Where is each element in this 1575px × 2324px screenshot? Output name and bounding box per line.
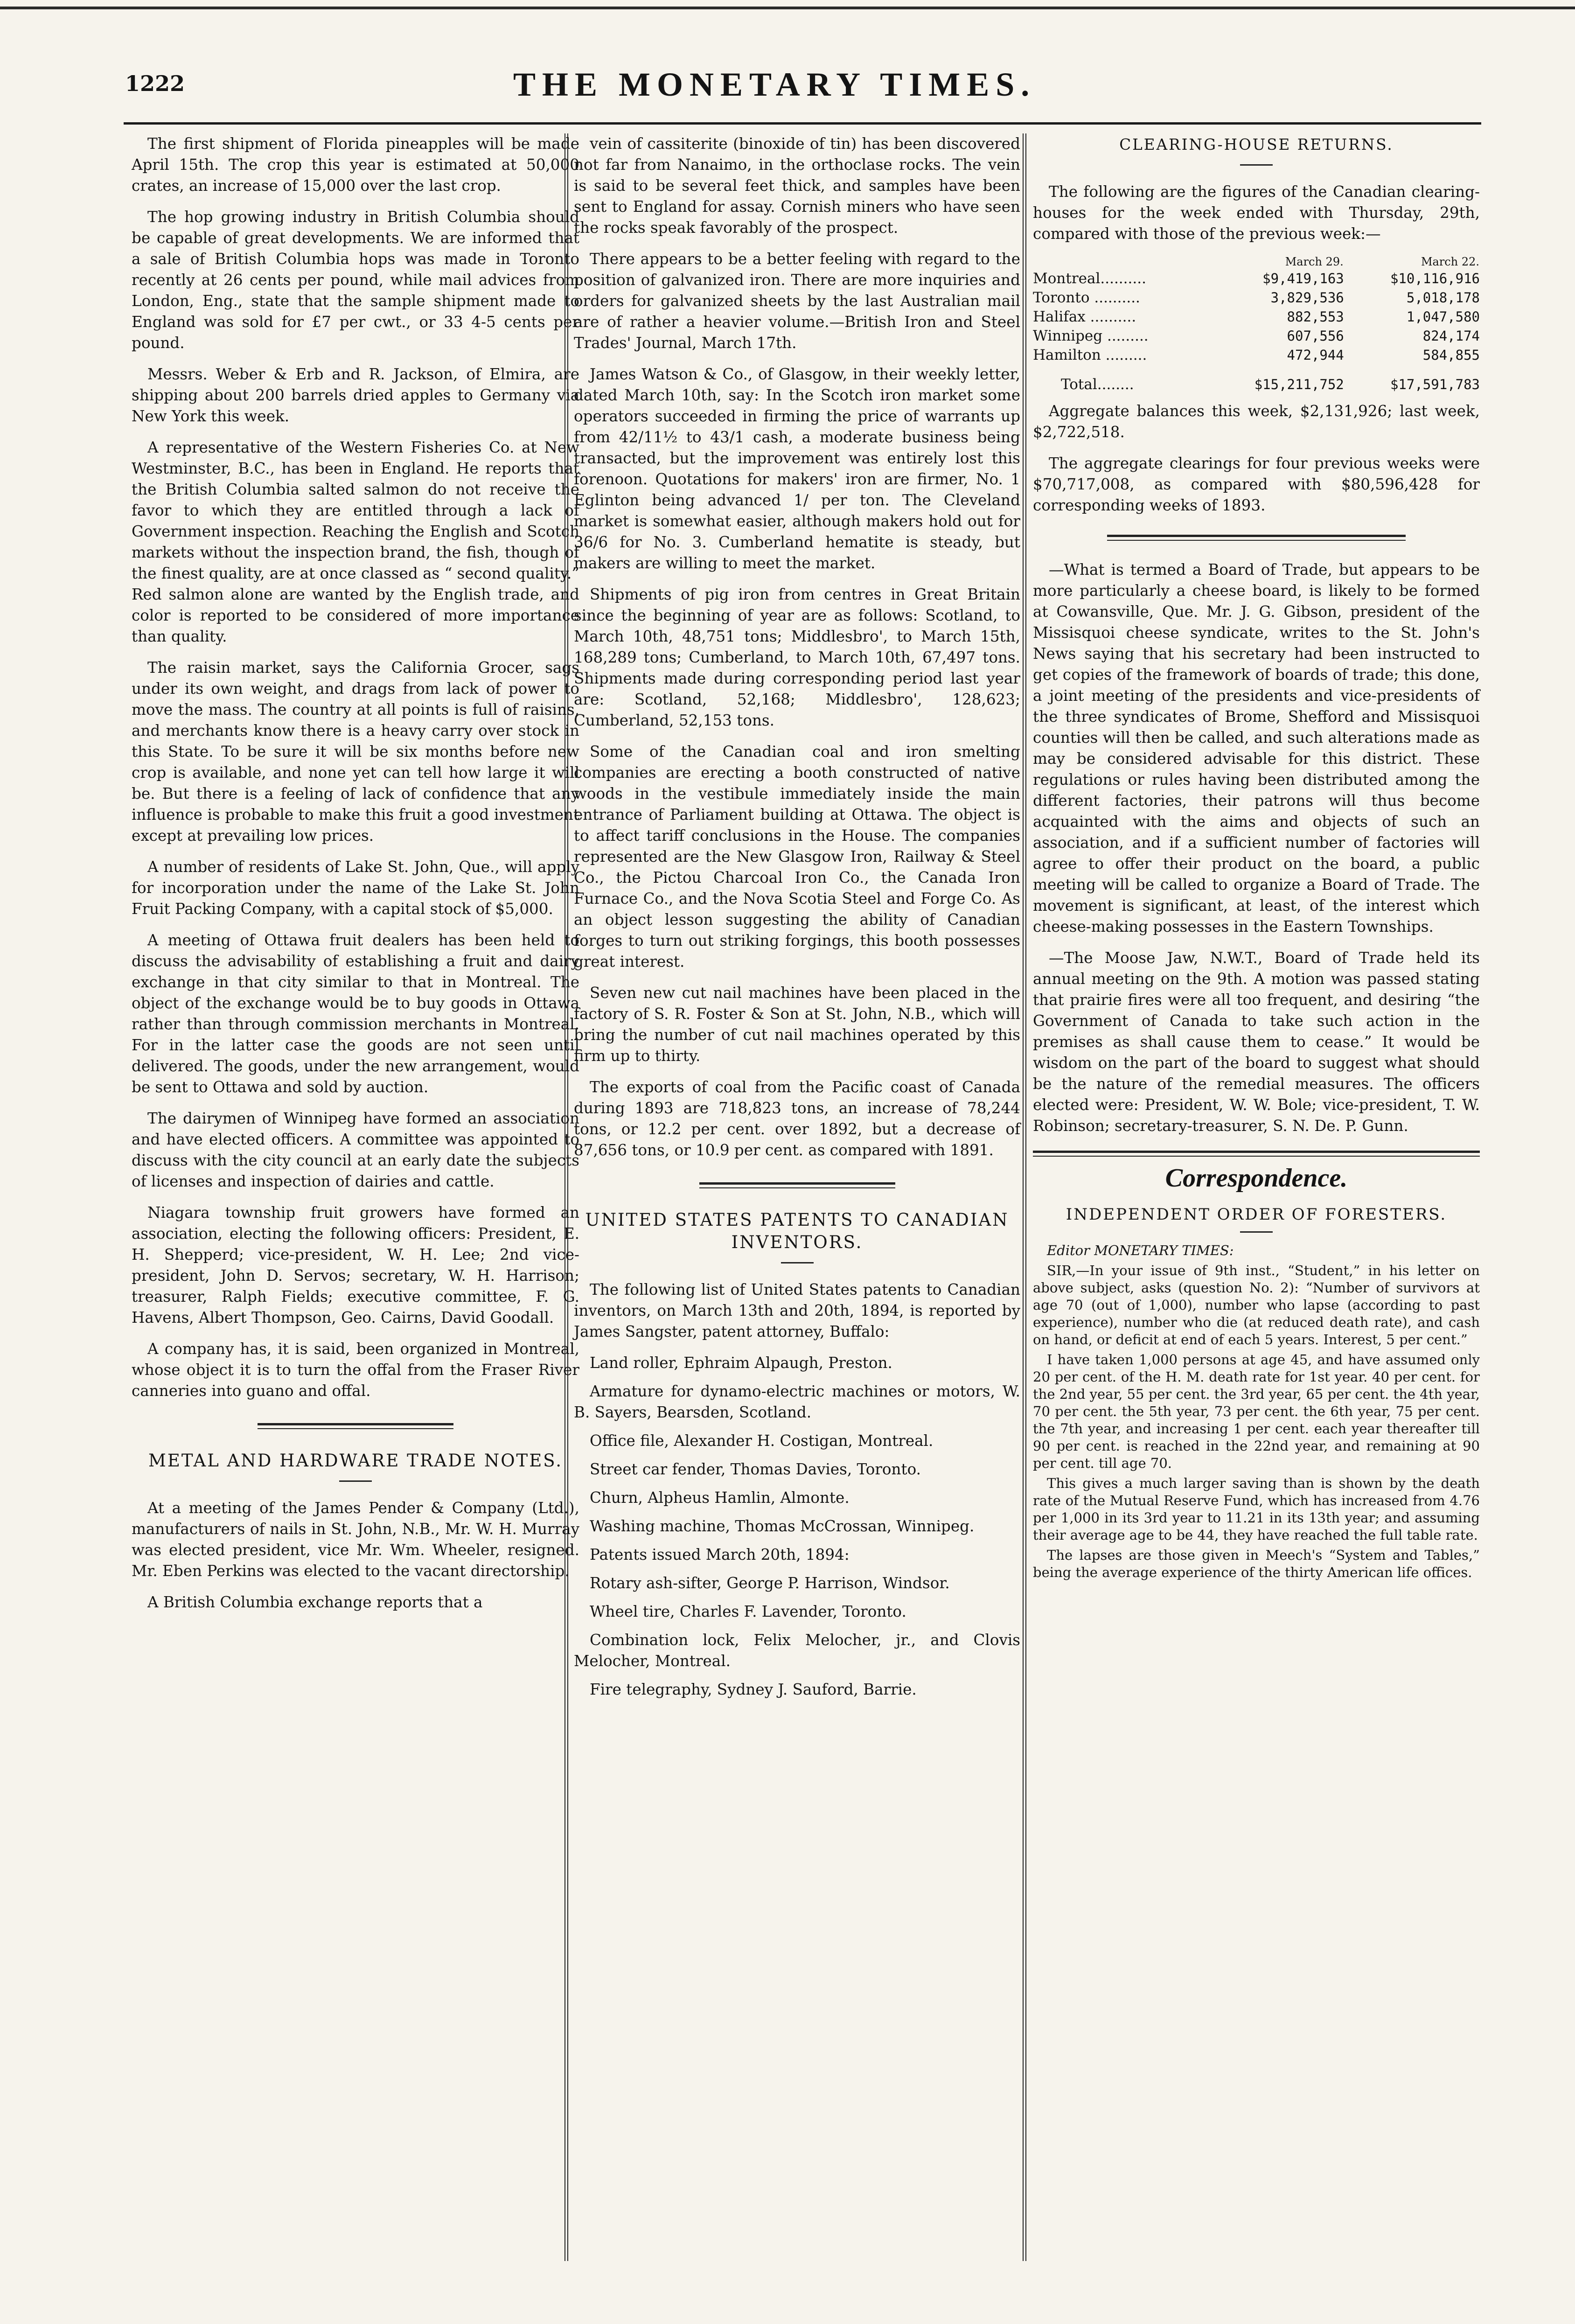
value-cell: $9,419,163 (1262, 271, 1344, 286)
patent-item: Rotary ash-sifter, George P. Harrison, Windsor. (590, 1574, 950, 1592)
table-total-row (1033, 365, 1480, 394)
patents-intro: The following list of United States patents to Canadian inventors, on March 13th and 20th, 1894, is reported by James Sangster, patent attorney, Buffalo: (574, 1281, 1020, 1340)
table-row (1033, 269, 1480, 288)
patent-item: Office file, Alexander H. Costigan, Montreal. (590, 1432, 934, 1450)
table-row (1033, 288, 1480, 307)
table-row (1033, 346, 1480, 365)
correspondence-heading: Correspondence. (1165, 1164, 1348, 1193)
patent-item: Churn, Alpheus Hamlin, Almonte. (590, 1489, 850, 1507)
heading-dash (1240, 1231, 1273, 1233)
heading-dash (1240, 164, 1273, 166)
masthead: THE MONETARY TIMES. (513, 66, 1036, 103)
value-cell: 607,556 (1287, 328, 1344, 344)
value-cell: 882,553 (1287, 309, 1344, 325)
value-cell: 5,018,178 (1406, 290, 1480, 306)
city-cell: Toronto .......... (1033, 289, 1140, 306)
section-double-rule (1107, 535, 1406, 541)
article-paragraph: A British Columbia exchange reports that a (147, 1593, 483, 1611)
patent-item: Patents issued March 20th, 1894: (590, 1546, 850, 1563)
heading-dash (339, 1480, 372, 1482)
value-cell: 3,829,536 (1270, 290, 1344, 306)
patent-item: Washing machine, Thomas McCrossan, Winnipeg. (590, 1517, 975, 1535)
article-paragraph: The exports of coal from the Pacific coast of Canada during 1893 are 718,823 tons, an increase of 78,244 tons, or 12.2 per cent. over 1892, but a decrease of 87,656 tons, or 10.9 per cent. as compared with 1891. (574, 1078, 1020, 1159)
page-number: 1222 (125, 71, 185, 96)
total-value: $15,211,752 (1254, 377, 1344, 392)
city-cell: Winnipeg ......... (1033, 328, 1149, 344)
value-cell: 824,174 (1422, 328, 1480, 344)
letter-paragraph: This gives a much larger saving than is shown by the death rate of the Mutual Reserve Fund, which has increased from 4.76 per 1,000 in its 3rd year to 11.21 in its 13th year; and assuming their average age to be 44, they have reached the full table rate. (1033, 1475, 1480, 1543)
article-paragraph: James Watson & Co., of Glasgow, in their weekly letter, dated March 10th, say: In the Scotch iron market some operators succeeded in firming the price of warrants up from 42/11½ to 43/1 cash, a moderate business being transacted, but the improvement was entirely lost this forenoon. Quotations for makers' iron are firmer, No. 1 Eglinton being advanced 1/ per ton. The Cleveland market is somewhat easier, although makers hold out for 36/6 for No. 3. Cumberland hematite is steady, but makers are willing to meet the market. (574, 365, 1020, 572)
section-double-rule (1033, 1151, 1480, 1157)
top-border-rule (0, 7, 1575, 9)
column-3 (1033, 133, 1480, 1584)
patent-item: Wheel tire, Charles F. Lavender, Toronto. (590, 1603, 906, 1620)
article-paragraph: A company has, it is said, been organized in Montreal, whose object it is to turn the offal from the Fraser River canneries into guano and offal. (132, 1340, 579, 1400)
letter-salutation: Editor MONETARY TIMES: (1047, 1242, 1234, 1258)
patent-item: Combination lock, Felix Melocher, jr., and Clovis Melocher, Montreal. (574, 1631, 1020, 1670)
value-cell: 584,855 (1422, 347, 1480, 363)
article-paragraph: A representative of the Western Fisheries Co. at New Westminster, B.C., has been in England. He reports that the British Columbia salted salmon do not receive the favor to which they are entitled through a lack of Government inspection. Reaching the English and Scotch markets without the inspection brand, the fish, though of the finest quality, are at once classed as “ second quality.” Red salmon alone are wanted by the English trade, and color is reported to be considered of more importance than quality. (132, 439, 579, 645)
city-cell: Halifax .......... (1033, 308, 1136, 325)
article-paragraph: —The Moose Jaw, N.W.T., Board of Trade held its annual meeting on the 9th. A motion was passed stating that prairie fires were all too frequent, and desiring “the Government of Canada to take such action in the premises as shall cause them to cease.” It would be wisdom on the part of the board to suggest what should be the nature of the remedial measures. The officers elected were: President, W. W. Bole; vice-president, T. W. Robinson; secretary-treasurer, S. N. De. P. Gunn. (1033, 949, 1480, 1135)
clearing-intro: The following are the figures of the Canadian clearing-houses for the week ended with Thursday, 29th, compared with those of the previous week:— (1033, 183, 1480, 243)
letter-paragraph: The lapses are those given in Meech's “System and Tables,” being the average experience of the thirty American life offices. (1033, 1547, 1480, 1580)
column-1 (132, 133, 579, 1623)
article-paragraph: At a meeting of the James Pender & Company (Ltd.), manufacturers of nails in St. John, N.B., Mr. W. H. Murray was elected president, vice Mr. Wm. Wheeler, resigned. Mr. Eben Perkins was elected to the vacant directorship. (132, 1499, 579, 1580)
section-heading-metal-hardware: METAL AND HARDWARE TRADE NOTES. (148, 1451, 563, 1471)
article-paragraph: —What is termed a Board of Trade, but appears to be more particularly a cheese board, is likely to be formed at Cowansville, Que. Mr. J. G. Gibson, president of the Missisquoi cheese syndicate, writes to the St. John's News saying that his secretary had been instructed to get copies of the framework of boards of trade; this done, a joint meeting of the presidents and vice-presidents of the three syndicates of Brome, Shefford and Missisquoi counties will then be called, and such alterations made as may be considered advisable for this district. These regulations or rules having been distributed among the different factories, their patrons will thus become acquainted with the aims and objects of such an association, and if a sufficient number of factories will agree to offer their product on the board, a public meeting will be called to organize a Board of Trade. The movement is significant, at least, of the interest which cheese-making possesses in the Eastern Townships. (1033, 561, 1480, 935)
table-header-row (1033, 255, 1480, 269)
total-value: $17,591,783 (1390, 377, 1480, 392)
letter-block (1033, 1242, 1480, 1581)
table-row (1033, 327, 1480, 346)
patent-item: Street car fender, Thomas Davies, Toronto. (590, 1460, 921, 1478)
table-column-header: March 29. (1285, 255, 1344, 268)
section-heading-iof: INDEPENDENT ORDER OF FORESTERS. (1066, 1205, 1447, 1224)
column-separator-2 (1023, 133, 1026, 2261)
article-paragraph: Shipments of pig iron from centres in Great Britain since the beginning of year are as follows: Scotland, to March 10th, 48,751 tons; Middlesbro', to March 15th, 168,289 tons; Cumberland, to March 10th, 67,497 tons. Shipments made during corresponding period last year are: Scotland, 52,168; Middlesbro', 128,623; Cumberland, 52,153 tons. (574, 586, 1020, 729)
article-paragraph: The hop growing industry in British Columbia should be capable of great developments. We are informed that a sale of British Columbia hops was made in Toronto recently at 26 cents per pound, while mail advices from London, Eng., state that the sample shipment made to England was sold for £7 per cwt., or 33 4-5 cents per pound. (132, 208, 579, 352)
heading-dash (781, 1262, 814, 1263)
value-cell: 1,047,580 (1406, 309, 1480, 325)
clearing-house-table (1033, 255, 1480, 394)
section-heading-clearing-house: CLEARING-HOUSE RETURNS. (1119, 136, 1394, 154)
city-cell: Montreal.......... (1033, 270, 1146, 287)
article-paragraph: vein of cassiterite (binoxide of tin) has been discovered not far from Nanaimo, in the orthoclase rocks. The vein is said to be several feet thick, and samples have been sent to England for assay. Cornish miners who have seen the rocks speak favorably of the prospect. (574, 135, 1020, 237)
city-cell: Hamilton ......... (1033, 347, 1147, 363)
table-column-header: March 22. (1421, 255, 1479, 268)
article-paragraph: A number of residents of Lake St. John, Que., will apply for incorporation under the name of the Lake St. John Fruit Packing Company, with a capital stock of $5,000. (132, 858, 579, 918)
section-double-rule (699, 1182, 895, 1188)
masthead-rule (124, 122, 1481, 125)
article-paragraph: Messrs. Weber & Erb and R. Jackson, of Elmira, are shipping about 200 barrels dried apples to Germany via New York this week. (132, 365, 579, 425)
article-paragraph: Seven new cut nail machines have been placed in the factory of S. R. Foster & Son at St. John, N.B., which will bring the number of cut nail machines operated by this firm up to thirty. (574, 984, 1020, 1065)
section-heading-us-patents: UNITED STATES PATENTS TO CANADIAN INVENTORS. (585, 1210, 1009, 1252)
letter-paragraph: I have taken 1,000 persons at age 45, and have assumed only 20 per cent. of the H. M. death rate for 1st year. 40 per cent. for the 2nd year, 55 per cent. the 3rd year, 65 per cent. the 4th year, 70 per cent. the 5th year, 73 per cent. the 6th year, 75 per cent. the 7th year, and increasing 1 per cent. each year thereafter till 90 per cent. is reached in the 22nd year, and remaining at 90 per cent. till age 70. (1033, 1352, 1480, 1471)
article-paragraph: Aggregate balances this week, $2,131,926; last week, $2,722,518. (1033, 402, 1480, 441)
patent-item: Fire telegraphy, Sydney J. Sauford, Barrie. (590, 1681, 917, 1698)
article-paragraph: The raisin market, says the California Grocer, sags under its own weight, and drags from lack of power to move the mass. The country at all points is full of raisins, and merchants know there is a heavy carry over stock in this State. To be sure it will be six months before new crop is available, and none yet can tell how large it will be. But there is a feeling of lack of confidence that any influence is probable to make this fruit a good investment except at prevailing low prices. (132, 659, 579, 844)
column-2 (574, 133, 1020, 1708)
value-cell: $10,116,916 (1390, 271, 1480, 286)
article-paragraph: The aggregate clearings for four previous weeks were $70,717,008, as compared with $80,596,428 for corresponding weeks of 1893. (1033, 454, 1480, 514)
article-paragraph: There appears to be a better feeling with regard to the position of galvanized iron. There are more inquiries and orders for galvanized sheets by the last Australian mail are of rather a heavier volume.—British Iron and Steel Trades' Journal, March 17th. (574, 250, 1020, 352)
total-label: Total........ (1061, 376, 1134, 393)
article-paragraph: The dairymen of Winnipeg have formed an association and have elected officers. A committee was appointed to discuss with the city council at an early date the subjects of licenses and inspection of dairies and cattle. (132, 1110, 579, 1190)
article-paragraph: A meeting of Ottawa fruit dealers has been held to discuss the advisability of establishing a fruit and dairy exchange in that city similar to that in Montreal. The object of the exchange would be to buy goods in Ottawa rather than through commission merchants in Montreal. For in the latter case the goods are not seen until delivered. The goods, under the new arrangement, would be sent to Ottawa and sold by auction. (132, 931, 579, 1096)
value-cell: 472,944 (1287, 347, 1344, 363)
article-paragraph: Niagara township fruit growers have formed an association, electing the following officers: President, E. H. Shepperd; vice-president, W. H. Lee; 2nd vice-president, John D. Servos; secretary, W. H. Harrison; treasurer, Ralph Fields; executive committee, F. G. Havens, Albert Thompson, Geo. Cairns, David Goodall. (132, 1204, 579, 1326)
patent-item: Armature for dynamo-electric machines or motors, W. B. Sayers, Bearsden, Scotland. (574, 1382, 1020, 1421)
article-paragraph: Some of the Canadian coal and iron smelting companies are erecting a booth constructed of native woods in the vestibule immediately inside the main entrance of Parliament building at Ottawa. The object is to affect tariff conclusions in the House. The companies represented are the New Glasgow Iron, Railway & Steel Co., the Pictou Charcoal Iron Co., the Canada Iron Furnace Co., and the Nova Scotia Steel and Forge Co. As an object lesson suggesting the ability of Canadian forges to turn out striking forgings, this booth possesses great interest. (574, 743, 1020, 970)
article-paragraph: The first shipment of Florida pineapples will be made April 15th. The crop this year is estimated at 50,000 crates, an increase of 15,000 over the last crop. (132, 135, 579, 195)
patent-item: Land roller, Ephraim Alpaugh, Preston. (590, 1354, 892, 1372)
table-row (1033, 307, 1480, 327)
letter-paragraph: SIR,—In your issue of 9th inst., “Student,” in his letter on above subject, asks (question No. 2): “Number of survivors at age 70 (out of 1,000), number who lapse (according to past experience), number who die (at reduced death rate), and cash on hand, or deficit at end of each 5 years. Interest, 5 per cent.” (1033, 1263, 1480, 1347)
section-double-rule (258, 1423, 453, 1429)
